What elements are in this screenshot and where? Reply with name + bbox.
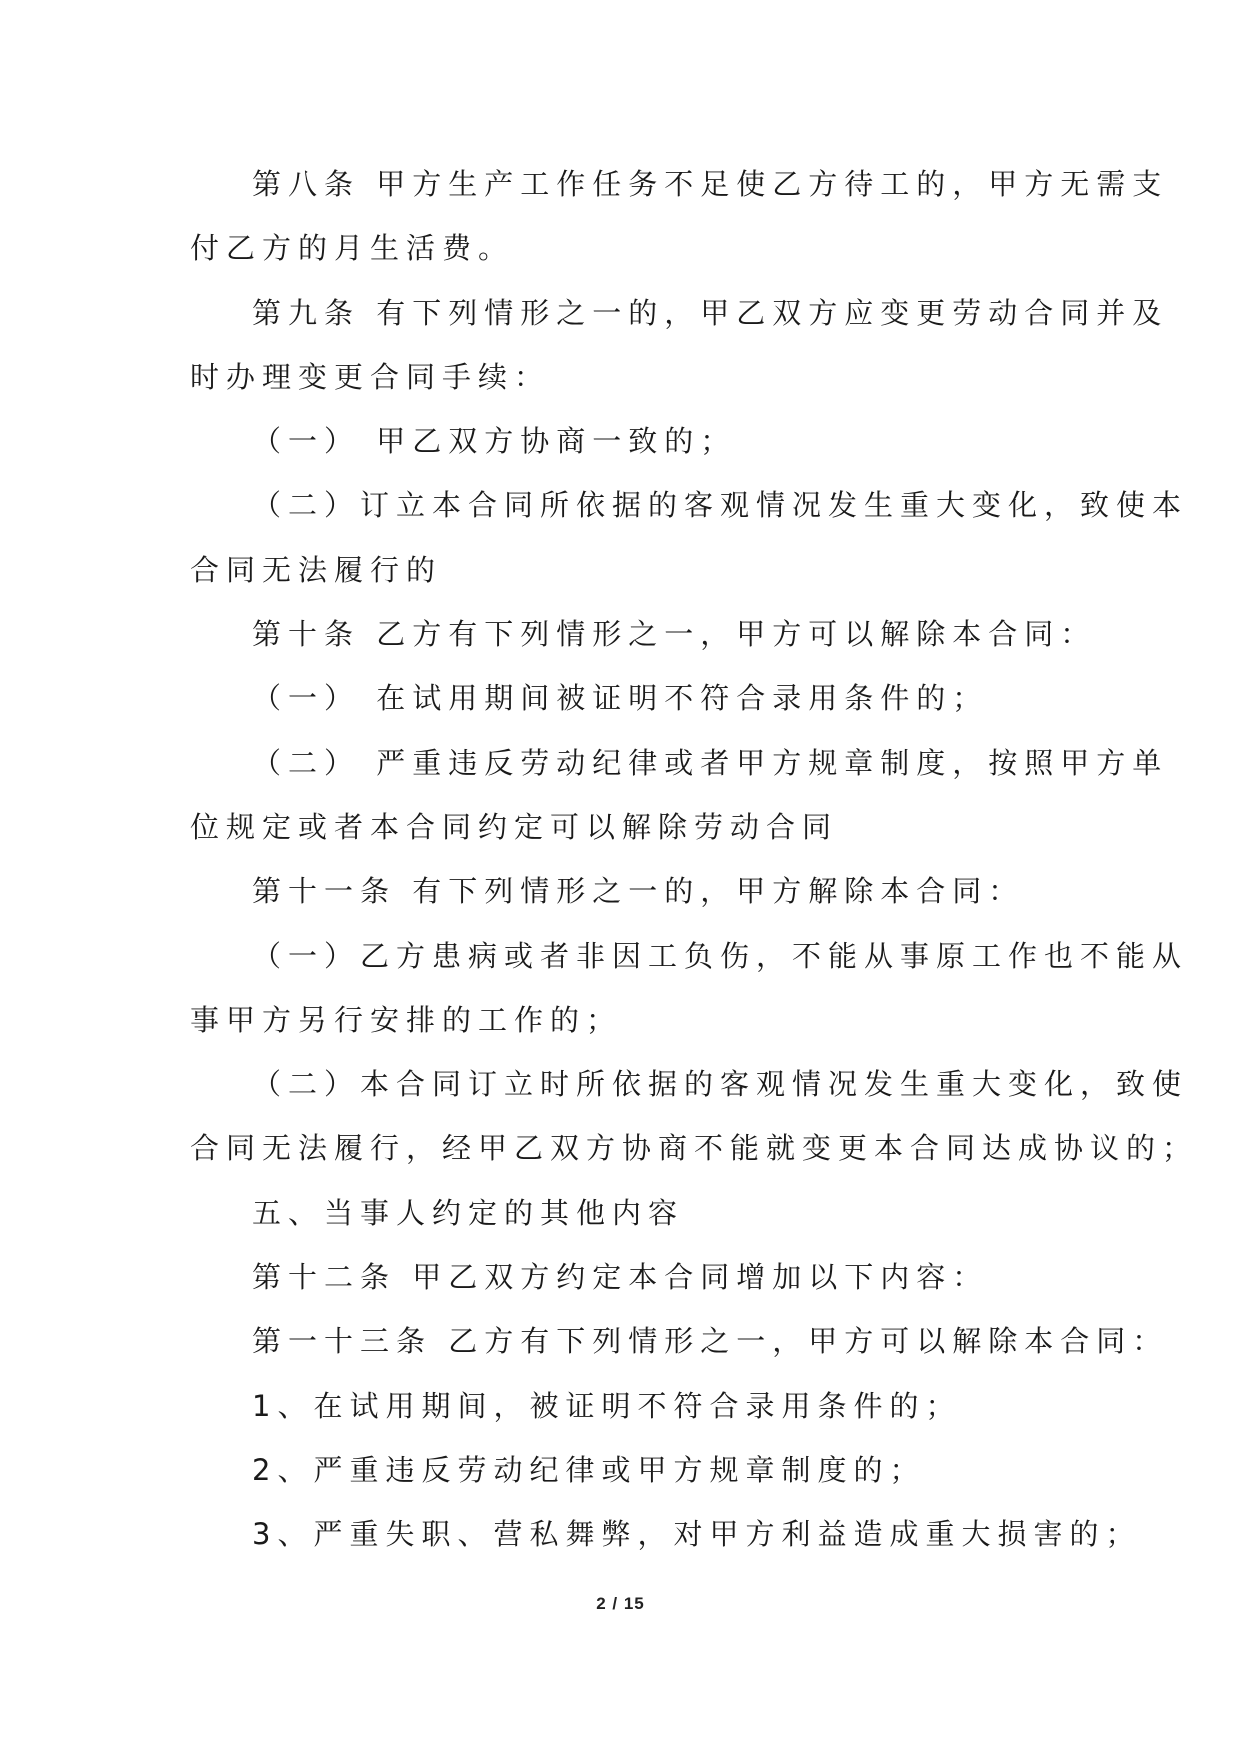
article-10-line-1: 第十条 乙方有下列情形之一，甲方可以解除本合同： (252, 617, 1097, 652)
page-number: 2 / 15 (596, 1594, 645, 1613)
article-11-item-1-line-1: （一）乙方患病或者非因工负伤，不能从事原工作也不能从 (252, 938, 1189, 973)
article-8-line-1: 第八条 甲方生产工作任务不足使乙方待工的，甲方无需支 (252, 167, 1169, 201)
article-9-item-2-line-1: （二）订立本合同所依据的客观情况发生重大变化，致使本 (252, 488, 1189, 523)
contract-body (190, 152, 1199, 1567)
article-11-line-1: 第十一条 有下列情形之一的，甲方解除本合同： (252, 874, 1025, 909)
article-9-line-1: 第九条 有下列情形之一的，甲乙双方应变更劳动合同并及 (252, 295, 1169, 330)
article-9-item-1: （一） 甲乙双方协商一致的； (252, 424, 737, 459)
article-12-line-1: 第十二条 甲乙双方约定本合同增加以下内容： (252, 1260, 989, 1295)
article-10-item-2-line-1: （二） 严重违反劳动纪律或者甲方规章制度，按照甲方单 (252, 745, 1169, 780)
article-13-item-1: 1、在试用期间，被证明不符合录用条件的； (252, 1388, 962, 1423)
article-11-item-2-line-2: 合同无法履行，经甲乙双方协商不能就变更本合同达成协议的； (190, 1131, 1199, 1166)
article-13-line-1: 第一十三条 乙方有下列情形之一，甲方可以解除本合同： (252, 1324, 1169, 1359)
article-10-item-1: （一） 在试用期间被证明不符合录用条件的； (252, 681, 989, 716)
article-9-item-2-line-2: 合同无法履行的 (190, 552, 443, 587)
article-11-item-1-line-2: 事甲方另行安排的工作的； (190, 1002, 623, 1037)
article-13-item-3: 3、严重失职、营私舞弊，对甲方利益造成重大损害的； (252, 1517, 1142, 1552)
section-5-heading: 五、当事人约定的其他内容 (252, 1195, 685, 1230)
article-11-item-2-line-1: （二）本合同订立时所依据的客观情况发生重大变化，致使 (252, 1067, 1189, 1102)
article-9-line-2: 时办理变更合同手续： (190, 359, 551, 394)
article-8-line-2: 付乙方的月生活费。 (190, 231, 515, 266)
article-10-item-2-line-2: 位规定或者本合同约定可以解除劳动合同 (190, 809, 839, 844)
article-13-item-2: 2、严重违反劳动纪律或甲方规章制度的； (252, 1452, 926, 1487)
